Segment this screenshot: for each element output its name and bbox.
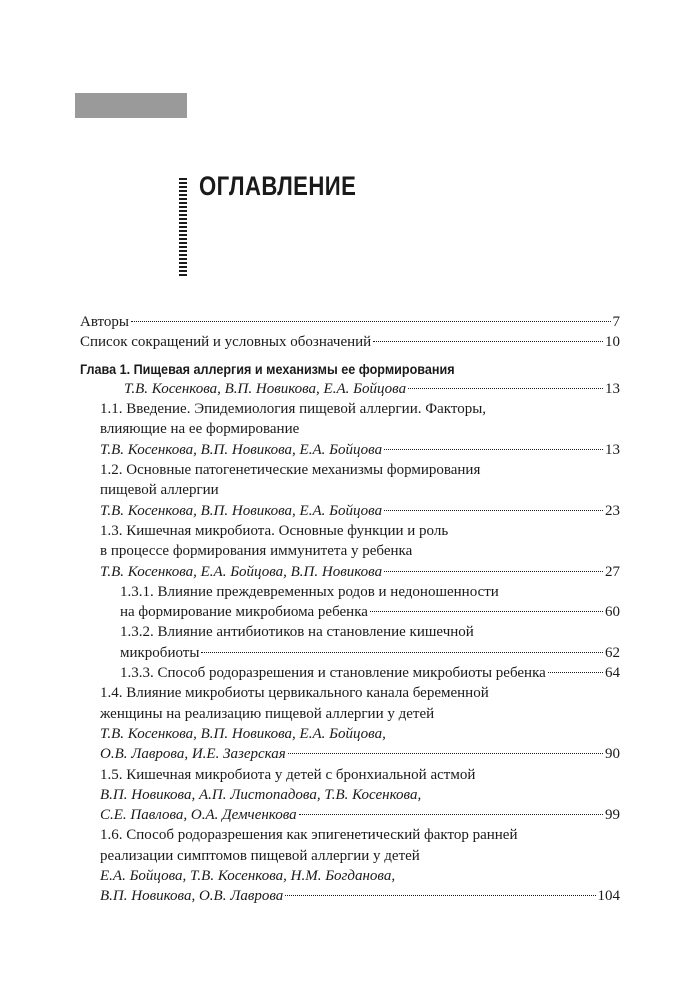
toc-entry-1-5-authors-cont[interactable]: С.Е. Павлова, О.А. Демченкова 99: [80, 805, 620, 825]
page-number: 13: [605, 441, 620, 458]
dot-leader: [288, 753, 603, 754]
dot-leader: [384, 510, 603, 511]
toc-entry-1-3-1-title[interactable]: 1.3.1. Влияние преждевременных родов и недоношенности: [120, 583, 499, 600]
page-number: 62: [605, 644, 620, 661]
page-number: 13: [605, 380, 620, 397]
toc-entry-authors[interactable]: Авторы 7: [80, 312, 620, 332]
page-number: 27: [605, 563, 620, 580]
toc-entry-1-4-authors-cont[interactable]: О.В. Лаврова, И.Е. Зазерская 90: [80, 744, 620, 764]
table-of-contents: [80, 312, 620, 907]
toc-entry-1-5-title[interactable]: 1.5. Кишечная микробиота у детей с бронхиальной астмой: [100, 766, 476, 783]
toc-entry-1-6-authors: Е.А. Бойцова, Т.В. Косенкова, Н.М. Богданова,: [100, 868, 396, 885]
toc-entry-1-1-title[interactable]: 1.1. Введение. Эпидемиология пищевой аллергии. Факторы,: [100, 401, 487, 418]
page-number: 64: [605, 665, 620, 682]
section-tab-bar: [75, 93, 187, 118]
toc-entry-1-1-title-cont: влияющие на ее формирование: [100, 421, 300, 438]
toc-entry-1-2-title-cont: пищевой аллергии: [100, 482, 219, 499]
page-number: 23: [605, 502, 620, 519]
dot-leader: [299, 814, 603, 815]
toc-entry-1-3-1-title-cont[interactable]: на формирование микробиома ребенка 60: [80, 602, 620, 622]
decorative-stripes: [179, 178, 187, 276]
dot-leader: [131, 321, 611, 322]
toc-entry-1-3-2-title-cont[interactable]: микробиоты 62: [80, 643, 620, 663]
toc-entry-1-3-2-title[interactable]: 1.3.2. Влияние антибиотиков на становление кишечной: [120, 624, 474, 641]
toc-entry-1-6-authors-cont[interactable]: В.П. Новикова, О.В. Лаврова 104: [80, 886, 620, 906]
toc-entry-1-3-title-cont: в процессе формирования иммунитета у ребенка: [100, 543, 413, 560]
page-number: 99: [605, 807, 620, 824]
toc-entry-1-3-authors[interactable]: Т.В. Косенкова, Е.А. Бойцова, В.П. Новикова 27: [80, 562, 620, 582]
toc-entry-1-3-title[interactable]: 1.3. Кишечная микробиота. Основные функции и роль: [100, 522, 449, 539]
dot-leader: [370, 611, 603, 612]
toc-entry-1-2-authors[interactable]: Т.В. Косенкова, В.П. Новикова, Е.А. Бойцова 23: [80, 501, 620, 521]
toc-entry-1-5-authors: В.П. Новикова, А.П. Листопадова, Т.В. Косенкова,: [100, 786, 422, 803]
toc-entry-1-4-title-cont: женщины на реализацию пищевой аллергии у детей: [100, 705, 435, 722]
toc-entry-chapter1-authors[interactable]: Т.В. Косенкова, В.П. Новикова, Е.А. Бойцова 13: [80, 379, 620, 399]
dot-leader: [285, 895, 595, 896]
dot-leader: [384, 571, 603, 572]
dot-leader: [548, 672, 603, 673]
page-number: 90: [605, 746, 620, 763]
toc-entry-1-1-authors[interactable]: Т.В. Косенкова, В.П. Новикова, Е.А. Бойцова 13: [80, 440, 620, 460]
page-number: 104: [597, 888, 620, 905]
dot-leader: [201, 652, 603, 653]
dot-leader: [373, 341, 603, 342]
toc-entry-1-6-title-cont: реализации симптомов пищевой аллергии у детей: [100, 847, 420, 864]
dot-leader: [384, 449, 603, 450]
toc-entry-1-6-title[interactable]: 1.6. Способ родоразрешения как эпигенетический фактор ранней: [100, 827, 518, 844]
toc-entry-1-3-3[interactable]: 1.3.3. Способ родоразрешения и становление микробиоты ребенка 64: [80, 663, 620, 683]
page-number: 10: [605, 334, 620, 351]
toc-entry-1-4-authors: Т.В. Косенкова, В.П. Новикова, Е.А. Бойцова,: [100, 725, 386, 742]
page-title: ОГЛАВЛЕНИЕ: [199, 171, 357, 201]
toc-entry-1-4-title[interactable]: 1.4. Влияние микробиоты цервикального канала беременной: [100, 685, 489, 702]
dot-leader: [408, 388, 603, 389]
page-number: 60: [605, 604, 620, 621]
page-number: 7: [612, 314, 620, 330]
toc-entry-1-2-title[interactable]: 1.2. Основные патогенетические механизмы формирования: [100, 462, 481, 479]
toc-entry-abbreviations[interactable]: Список сокращений и условных обозначений 10: [80, 332, 620, 352]
chapter-title[interactable]: Глава 1. Пищевая аллергия и механизмы ее формирования: [80, 360, 455, 377]
